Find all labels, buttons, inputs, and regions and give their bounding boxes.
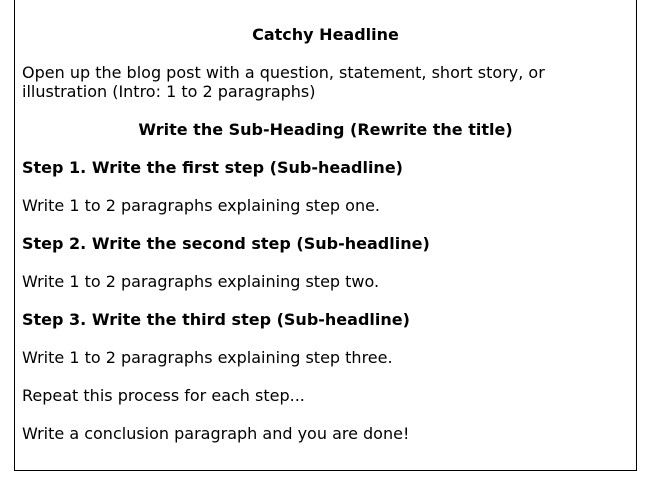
step-1-body: Write 1 to 2 paragraphs explaining step one. xyxy=(22,196,381,215)
step-2-body: Write 1 to 2 paragraphs explaining step two. xyxy=(22,272,380,291)
conclusion-paragraph: Write a conclusion paragraph and you are done! xyxy=(22,424,410,443)
intro-paragraph: Open up the blog post with a question, statement, short story, or illustration (Intro: 1 to 2 paragraphs) xyxy=(22,63,545,101)
document-page xyxy=(14,0,637,471)
document-title: Catchy Headline xyxy=(252,25,399,44)
step-2-heading: Step 2. Write the second step (Sub-headline) xyxy=(22,234,430,253)
step-1-heading: Step 1. Write the first step (Sub-headline) xyxy=(22,158,403,177)
step-3-body: Write 1 to 2 paragraphs explaining step three. xyxy=(22,348,393,367)
subheading: Write the Sub-Heading (Rewrite the title) xyxy=(138,120,513,139)
repeat-note: Repeat this process for each step... xyxy=(22,386,305,405)
step-3-heading: Step 3. Write the third step (Sub-headline) xyxy=(22,310,410,329)
